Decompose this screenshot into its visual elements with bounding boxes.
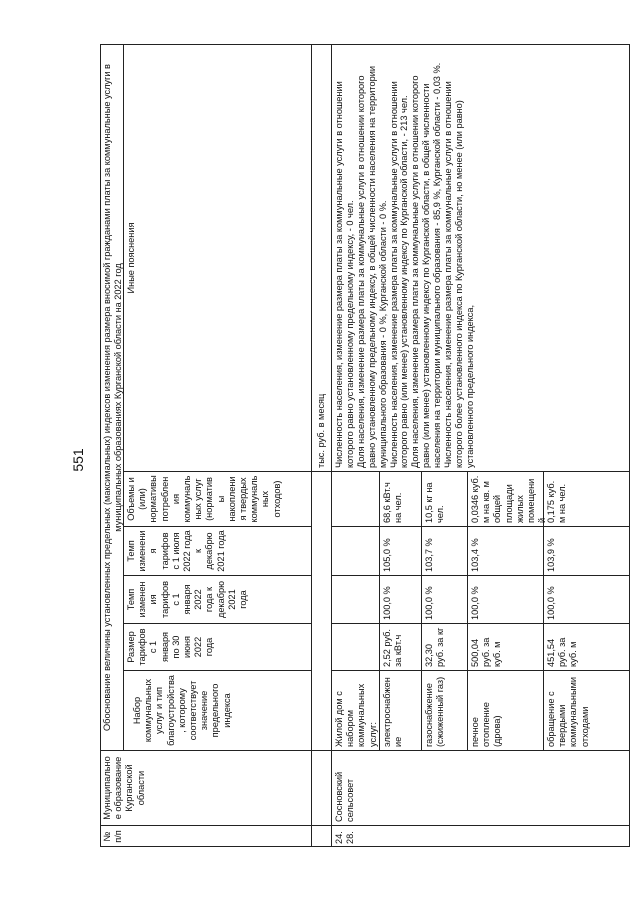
header-notes: Иные пояснения <box>124 44 312 471</box>
service-rate-jul: 103,4 % <box>468 526 544 575</box>
service-name: печное отопление (дрова) <box>468 670 544 750</box>
service-tariff: 500,04 руб. за куб. м <box>468 623 544 670</box>
service-rate-jul: 103,7 % <box>422 526 468 575</box>
entry-notes: Численность населения, изменение размера платы за коммунальные услуги в отношении которого равно установленному предельному индексу, - 0 чел. Доля населения, изменение размера платы за коммунальные услуги в отношении которого равно установленному предельному индексу, в общей численности населения на территории муниципального образования - 0 %, Курганской области - 0 %. Численность населения, изменение размера платы за коммунальные услуги в отношении которого равно (или менее) установленному индексу по Курганской области, - 213 чел. Доля населения, изменение размера платы за коммунальные услуги в отношении которого равно (или менее) установленному индексу по Курганской области, в общей численности населения на территории муниципального образования - 85,9 %, Курганской области - 0,03 %. Численность населения, изменение размера платы за коммунальные услуги в отношении которого более установленного индекса по Курганской области, но менее (или равно) установленного предельного индекса, <box>332 44 630 471</box>
header-tariff-size: Размер тарифов с 1 января по 30 июня 2022 года <box>124 623 312 670</box>
rotated-table-container <box>100 44 630 847</box>
service-tariff: 451,54 руб. за куб. м <box>544 623 630 670</box>
service-rate-jan: 100,0 % <box>468 575 544 623</box>
entry-set-tariff <box>332 623 380 670</box>
service-name: электроснабжение <box>380 670 422 750</box>
service-rate-jul: 103,9 % <box>544 526 630 575</box>
spacer-num <box>312 825 332 847</box>
service-tariff: 2,52 руб. за кВт.ч <box>380 623 422 670</box>
spacer-note: тыс. руб. в месяц <box>312 44 332 471</box>
entry-set-label: Жилой дом с набором коммунальных услуг: <box>332 670 380 750</box>
service-volume: 68,6 кВт.ч на чел. <box>380 471 422 526</box>
service-rate-jan: 100,0 % <box>380 575 422 623</box>
spacer-services <box>312 471 332 750</box>
header-volumes: Объемы и (или) нормативы потребления коммунальных услуг (нормативы накопления твердых коммунальных отходов) <box>124 471 312 526</box>
entry-set-volume <box>332 471 380 526</box>
service-rate-jan: 100,0 % <box>422 575 468 623</box>
entry-municipality: Сосновский сельсовет <box>332 750 630 825</box>
service-rate-jul: 105,0 % <box>380 526 422 575</box>
service-rate-jan: 100,0 % <box>544 575 630 623</box>
entry-set-rate2 <box>332 526 380 575</box>
service-volume: 0,0346 куб. м на кв. м общей площади жилых помещений <box>468 471 544 526</box>
service-name: газоснабжение (сжиженный газ) <box>422 670 468 750</box>
page-number: 551 <box>70 448 86 472</box>
spacer-municipality <box>312 750 332 825</box>
header-municipality: Муниципальное образование Курганской области <box>100 750 312 825</box>
entry-set-rate1 <box>332 575 380 623</box>
header-change-rate-jul: Темп изменения тарифов с 1 июля 2022 года к декабрю 2021 года <box>124 526 312 575</box>
service-tariff: 32,30 руб. за кг <box>422 623 468 670</box>
header-group-title: Обоснование величины установленных предельных (максимальных) индексов изменения размера вносимой гражданами платы за коммунальные услуги в муниципальных образованиях Курганской области на 2022 год <box>100 44 124 750</box>
service-volume: 0,175 куб. м на чел. <box>544 471 630 526</box>
service-name: обращение с твердыми коммунальными отходами <box>544 670 630 750</box>
landscape-table <box>100 44 630 847</box>
service-volume: 10,5 кг на чел. <box>422 471 468 526</box>
entry-num: 24.28. <box>332 825 630 847</box>
header-services-set: Набор коммунальных услуг и тип благоустройства, которому соответствует значение предельного индекса <box>124 670 312 750</box>
header-change-rate-jan: Темп изменения тарифов с 1 января 2022 года к декабрю 2021 года <box>124 575 312 623</box>
header-num: № п/п <box>100 825 312 847</box>
